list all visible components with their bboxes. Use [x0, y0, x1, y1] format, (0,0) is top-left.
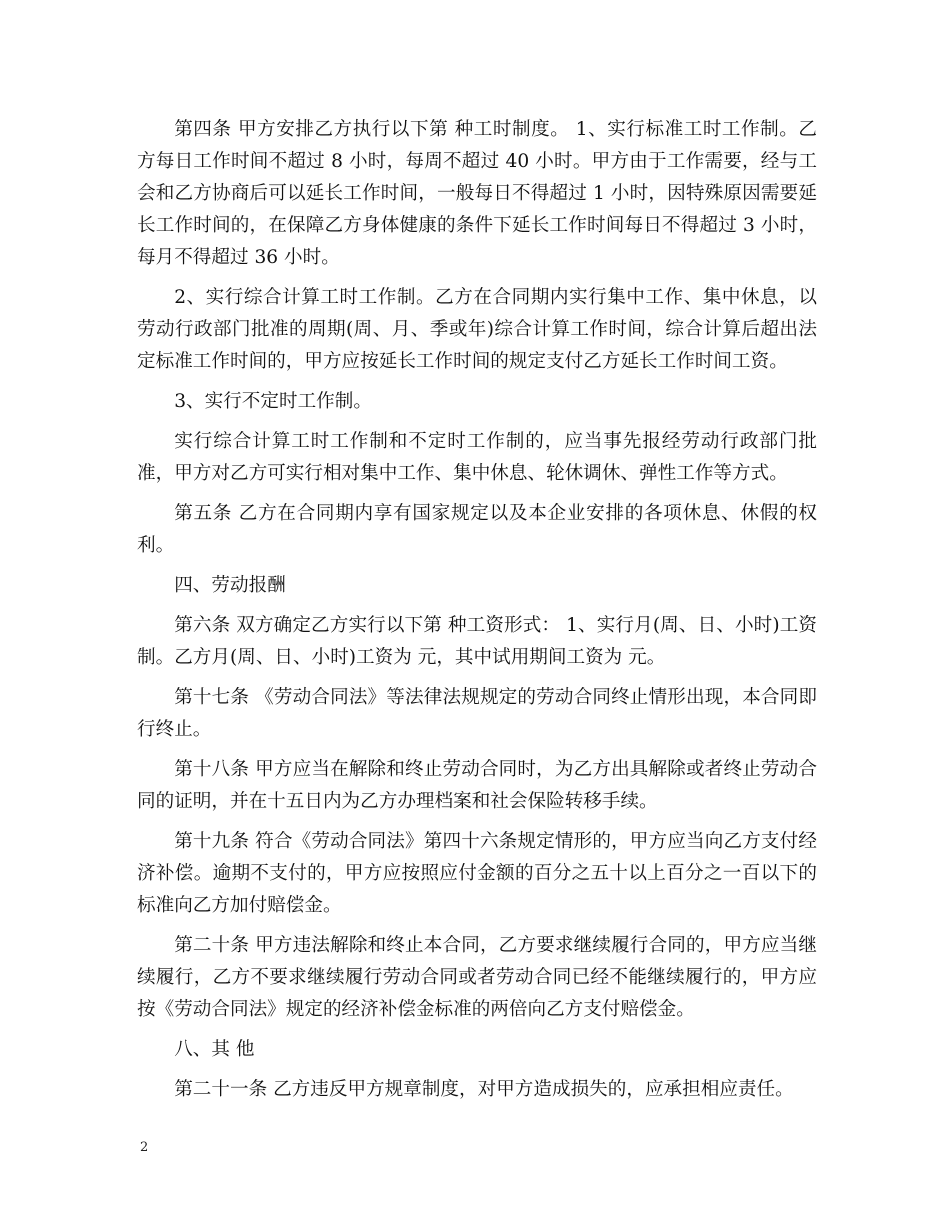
section-heading-other: 八、其 他	[174, 1039, 255, 1060]
document-body	[137, 114, 817, 1114]
paragraph-approval: 实行综合计算工时工作制和不定时工作制的，应当事先报经劳动行政部门批准，甲方对乙方可实行相对集中工作、集中休息、轮休调休、弹性工作等方式。	[137, 431, 817, 484]
page-number: 2	[140, 1140, 149, 1155]
paragraph-article-20: 第二十条 甲方违法解除和终止本合同，乙方要求继续履行合同的，甲方应当继续履行，乙方不要求继续履行劳动合同或者劳动合同已经不能继续履行的，甲方应按《劳动合同法》规定的经济补偿金标准的两倍向乙方支付赔偿金。	[137, 935, 817, 1020]
paragraph-comprehensive-hours: 2、实行综合计算工时工作制。乙方在合同期内实行集中工作、集中休息，以劳动行政部门批准的周期(周、月、季或年)综合计算工作时间，综合计算后超出法定标准工作时间的，甲方应按延长工作时间的规定支付乙方延长工作时间工资。	[137, 287, 817, 372]
paragraph-article-19: 第十九条 符合《劳动合同法》第四十六条规定情形的，甲方应当向乙方支付经济补偿。逾期不支付的，甲方应按照应付金额的百分之五十以上百分之一百以下的标准向乙方加付赔偿金。	[137, 831, 817, 916]
paragraph-article-6: 第六条 双方确定乙方实行以下第 种工资形式： 1、实行月(周、日、小时)工资制。乙方月(周、日、小时)工资为 元，其中试用期间工资为 元。	[137, 615, 817, 668]
section-heading-remuneration: 四、劳动报酬	[174, 575, 286, 596]
paragraph-article-5: 第五条 乙方在合同期内享有国家规定以及本企业安排的各项休息、休假的权利。	[137, 503, 817, 556]
paragraph-flexible-hours: 3、实行不定时工作制。	[174, 391, 372, 412]
paragraph-article-17: 第十七条 《劳动合同法》等法律法规规定的劳动合同终止情形出现，本合同即行终止。	[137, 687, 817, 740]
paragraph-article-21: 第二十一条 乙方违反甲方规章制度，对甲方造成损失的，应承担相应责任。	[174, 1079, 794, 1100]
paragraph-article-18: 第十八条 甲方应当在解除和终止劳动合同时，为乙方出具解除或者终止劳动合同的证明，并在十五日内为乙方办理档案和社会保险转移手续。	[137, 759, 817, 812]
paragraph-article-4: 第四条 甲方安排乙方执行以下第 种工时制度。 1、实行标准工时工作制。乙方每日工作时间不超过 8 小时，每周不超过 40 小时。甲方由于工作需要，经与工会和乙方协商后可以延长工作时间，一般每日不得超过 1 小时，因特殊原因需要延长工作时间的，在保障乙方身体健康的条件下延长工作时间每日不得超过 3 小时，每月不得超过 36 小时。	[137, 119, 817, 268]
